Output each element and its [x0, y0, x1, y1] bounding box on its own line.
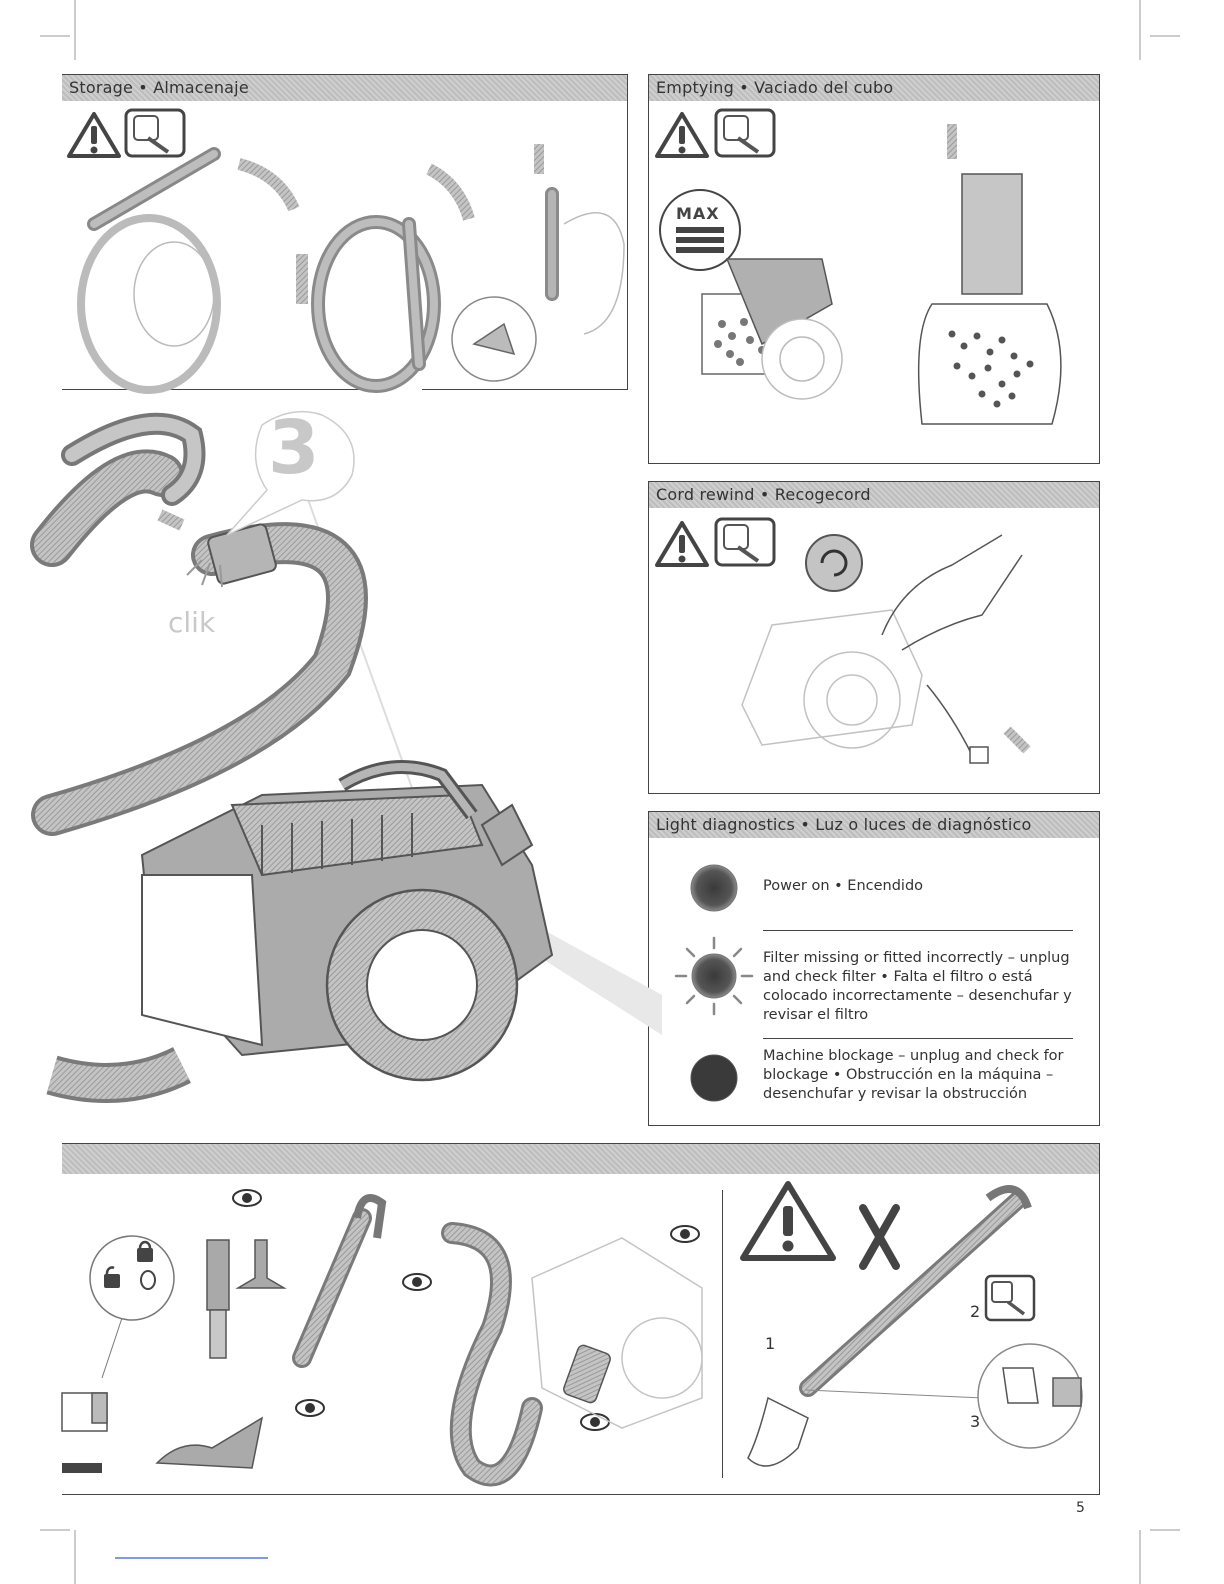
eye-icon [581, 1414, 609, 1430]
max-label: MAX [676, 204, 720, 223]
unplug-icon [716, 519, 774, 565]
light-power-on-icon [689, 863, 739, 913]
cord-rewind-title: Cord rewind • Recogecord [649, 482, 1099, 508]
diag-separator-1 [763, 930, 1073, 931]
warning-icon [657, 523, 707, 565]
light-flashing-icon [672, 934, 756, 1018]
blockage-step-1: 1 [765, 1334, 776, 1353]
warning-icon [743, 1184, 833, 1258]
blockage-step-3: 3 [970, 1412, 981, 1431]
warning-icon [657, 114, 707, 156]
cord-rewind-illustration [652, 515, 1092, 785]
accessories-divider [722, 1190, 723, 1478]
light-diagnostics-title: Light diagnostics • Luz o luces de diagnóstico [649, 812, 1099, 838]
diag-separator-2 [763, 1038, 1073, 1039]
unplug-icon [986, 1276, 1034, 1320]
light-filter-text: Filter missing or fitted incorrectly – unplug and check filter • Falta el filtro o está colocado incorrectamente – desenchufar y revisar el filtro [763, 950, 1072, 1023]
storage-illustration [64, 104, 624, 384]
step-3-number: 3 [268, 405, 320, 491]
blockage-illustration [728, 1178, 1098, 1488]
light-blockage-icon [689, 1053, 739, 1103]
unplug-icon [126, 110, 184, 156]
storage-bottom-rule [62, 389, 372, 390]
click-label: clik [168, 606, 216, 639]
blockage-step-2: 2 [970, 1302, 981, 1321]
accessories-illustration [62, 1178, 722, 1488]
eye-icon [233, 1190, 261, 1206]
storage-title: Storage • Almacenaje [62, 75, 627, 101]
storage-bottom-rule-right [422, 389, 628, 390]
emptying-title: Emptying • Vaciado del cubo [649, 75, 1099, 101]
unplug-icon [716, 110, 774, 156]
accessories-header-bar [62, 1144, 1099, 1174]
warning-icon [69, 114, 119, 156]
light-power-on-text: Power on • Encendido [763, 878, 924, 894]
assembly-illustration [62, 395, 652, 1135]
cord-rewind-button-icon [806, 535, 862, 591]
eye-icon [403, 1274, 431, 1290]
prohibited-x-icon [863, 1208, 896, 1266]
emptying-illustration [652, 104, 1092, 454]
page-number: 5 [1076, 1500, 1085, 1516]
eye-icon [296, 1400, 324, 1416]
eye-icon [671, 1226, 699, 1242]
light-blockage-text: Machine blockage – unplug and check for blockage • Obstrucción en la máquina – desenchufar y revisar la obstrucción [763, 1048, 1064, 1102]
